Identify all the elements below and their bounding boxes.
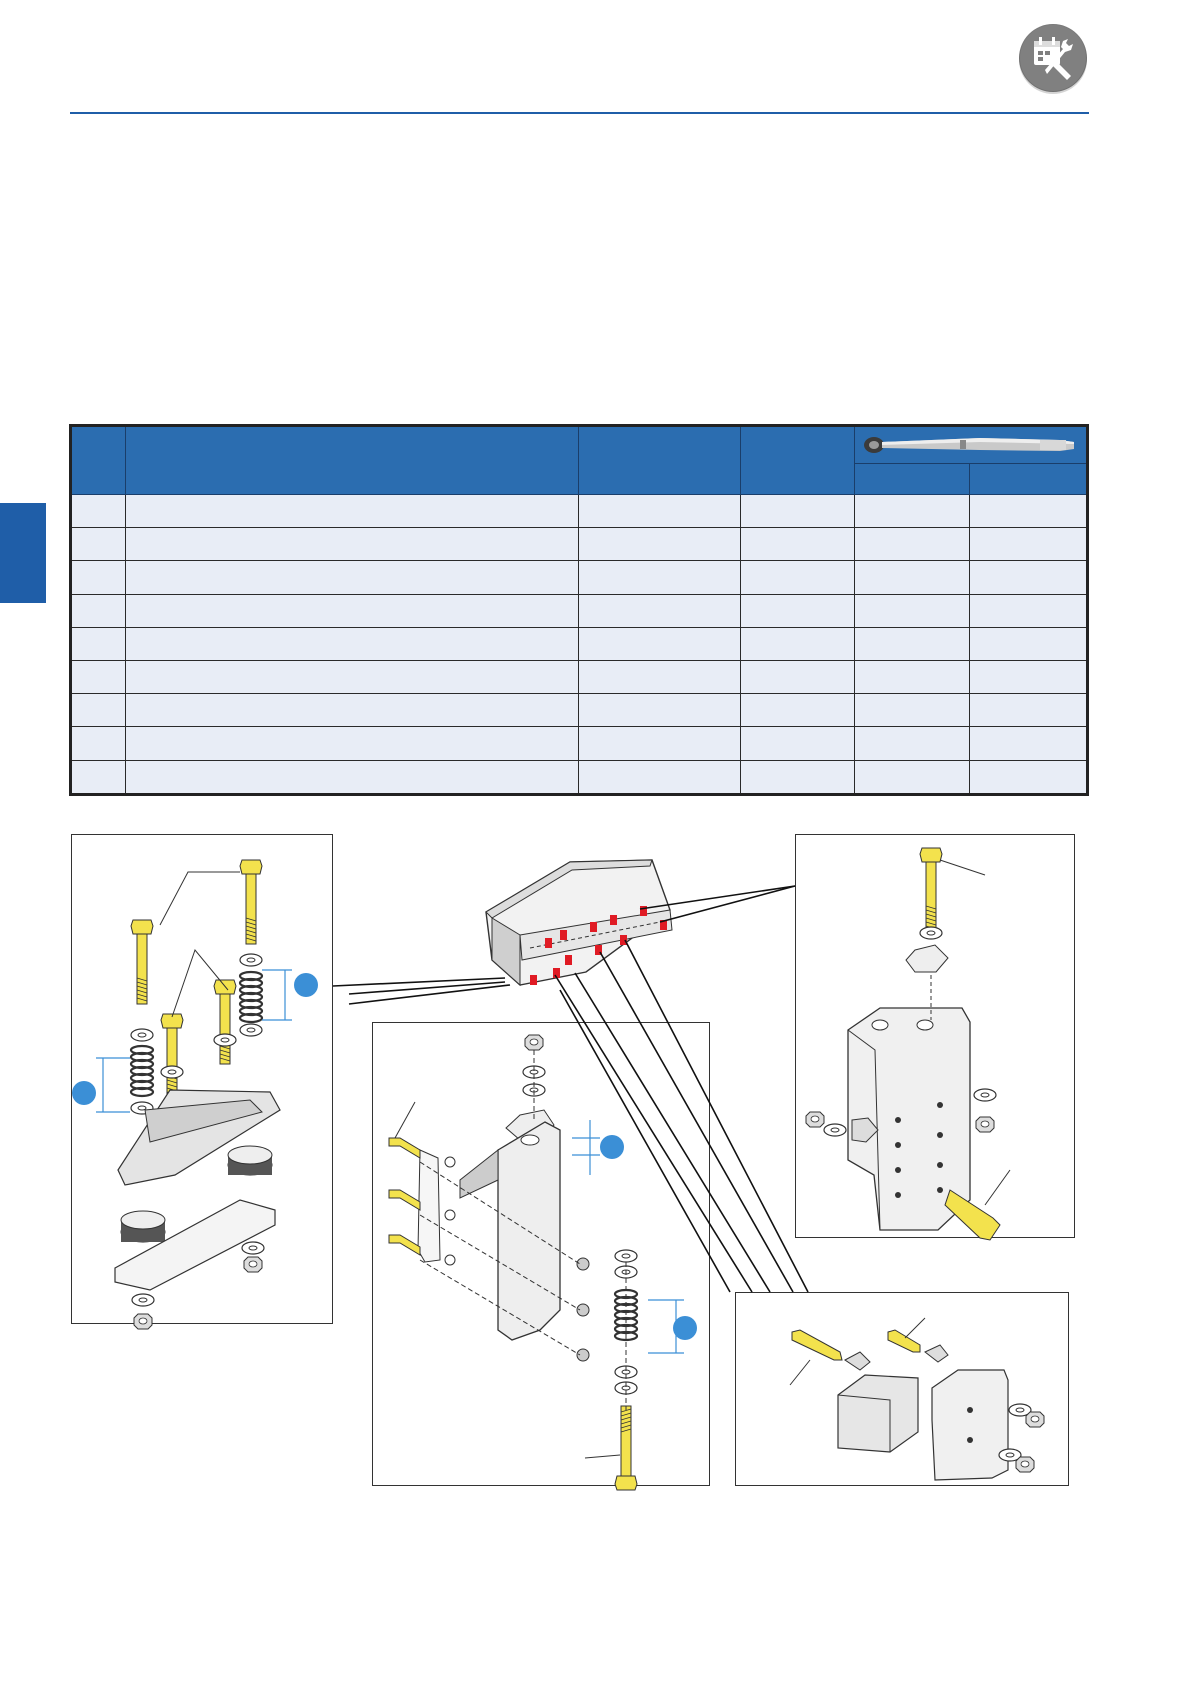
bolt-icon bbox=[240, 860, 262, 944]
figure4-parts bbox=[790, 1318, 1044, 1480]
callout-marker bbox=[72, 1081, 96, 1105]
callout-marker bbox=[600, 1135, 624, 1159]
bolt-icon bbox=[131, 920, 153, 1004]
figure3-parts bbox=[806, 848, 1010, 1240]
callout-marker bbox=[673, 1316, 697, 1340]
spring-icon bbox=[131, 1046, 153, 1096]
nut-icon bbox=[134, 1314, 152, 1329]
figure2-parts bbox=[389, 1035, 697, 1490]
machine-overview bbox=[486, 860, 672, 985]
callout-marker bbox=[294, 973, 318, 997]
figure1-parts bbox=[72, 860, 318, 1329]
washer-icon bbox=[131, 1029, 153, 1041]
